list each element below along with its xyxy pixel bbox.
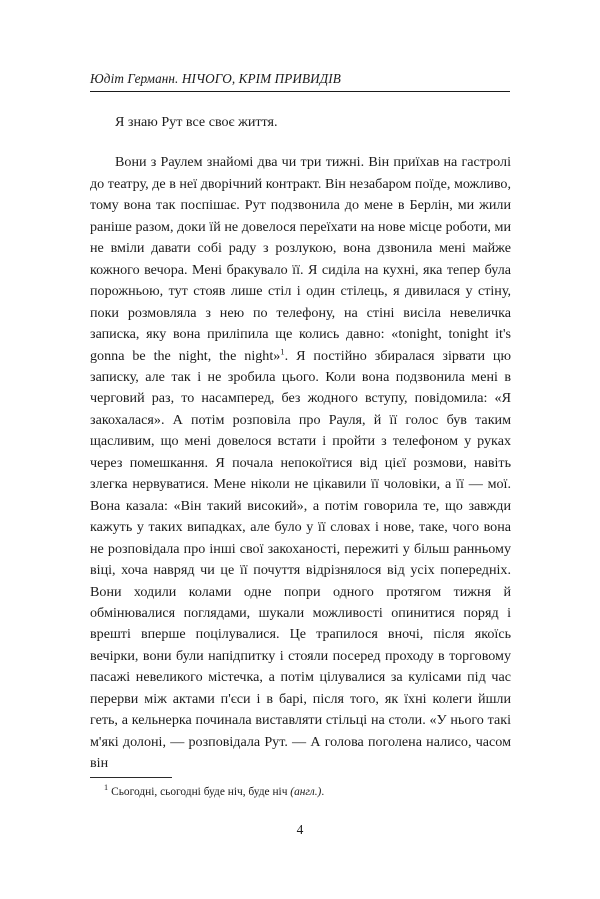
paragraph-opening: Я знаю Рут все своє життя. — [115, 114, 278, 130]
footnote-entry — [90, 785, 511, 799]
running-header-text: Юдіт Германн. НІЧОГО, КРІМ ПРИВИДІВ — [90, 71, 341, 86]
footnote-body-text: Сьогодні, сьогодні буде ніч, буде ніч — [111, 786, 291, 798]
footnote-language-note: (англ.) — [290, 786, 322, 798]
running-header — [90, 72, 510, 92]
footnote-reference-marker[interactable]: 1 — [280, 345, 285, 356]
paragraph-main-part-2: . Я постійно збиралася зірвати цю записку, але так і не зробила цього. Коли вона подзвонила мені в черговий раз, то насамперед, без жодного вступу, повідомила: «Я закохалася». А потім розповіла про Рауля, й її голос був таким щасливим, що мені довелося встати і пройти з телефоном у руках через помешкання. Я почала непокоїтися від цієї розмови, навіть злегка нервуватися. Мене ніколи не цікавили її чоловіки, а її — мої. Вона казала: «Він такий високий», а потім говорила те, що завжди кажуть у таких випадках, але було у її словах і нове, таке, чого вона не розповідала про інші свої закоханості, пережиті у більш ранньому віці, хоча навряд чи це її почуття відрізнялося від усіх попередніх. Вони ходили колами одне попри одного протягом тижня й обмінювалися поглядами, шукали можливості опинитися поряд і врешті вперше поцілувалися. Це трапилося вночі, після якоїсь вечірки, вони були напідпитку і стояли посеред проходу в торговому пасажі невеликого містечка, а потім цілувалися за кулісами під час перерви між актами п'єси і в барі, після того, як їхні колеги йшли геть, а кельнерка починала виставляти стільці на столи. «У нього такі м'які долоні, — розповідала Рут. — А голова поголена налисо, часом він — [90, 347, 511, 772]
footnote-number: 1 — [104, 783, 109, 793]
paragraph-main-part-1: Вони з Раулем знайомі два чи три тижні. Він приїхав на гастролі до театру, де в неї дворічний контракт. Він незабаром поїде, можливо, тому вона так поспішає. Рут подзвонила до мене в Берлін, ми жили раніше разом, доки їй не довелося переїхати на нове місце роботи, ми не вміли давати собі раду з розлукою, вона дзвонила мені майже кожного вечора. Мені бракувало її. Я сиділа на кухні, яка тепер була порожньою, тут стояв лише стіл і один стілець, я дивилася у стіну, поки розмовляла з нею по телефону, на стіні висіла невеличка записка, яку вона приліпила ще колись давно: «tonight, tonight it's gonna be the night, the night» — [90, 154, 511, 364]
footnote-area — [90, 777, 511, 799]
footnote-terminator: . — [321, 786, 325, 798]
footnote-separator-rule — [90, 777, 172, 778]
page-number-value: 4 — [296, 822, 304, 837]
body-text-block — [90, 112, 511, 775]
paragraph-main — [90, 152, 511, 774]
page-number — [0, 822, 600, 838]
